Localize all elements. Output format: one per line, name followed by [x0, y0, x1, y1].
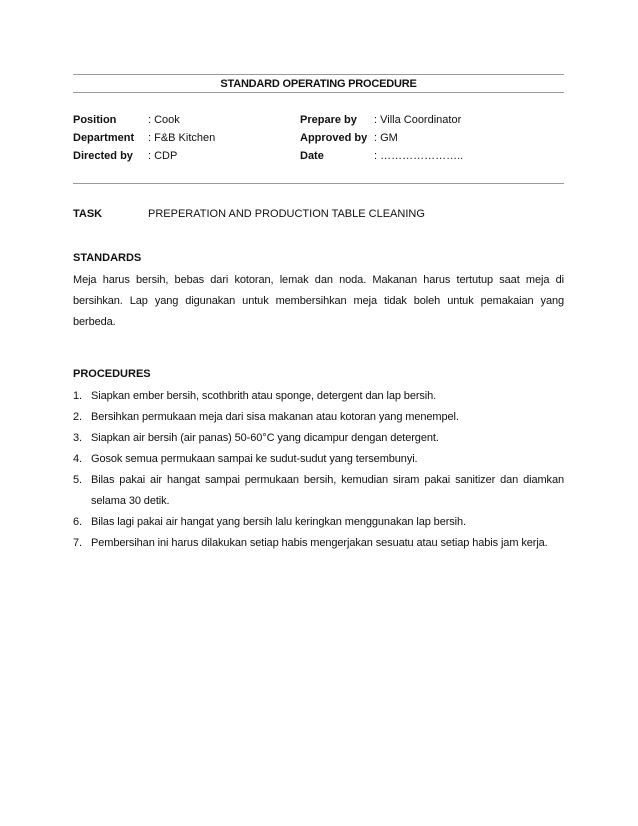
prepare-by-label: Prepare by: [300, 114, 357, 126]
list-item-text: Siapkan air bersih (air panas) 50-60°C yang dicampur dengan detergent.: [91, 432, 439, 444]
list-item-number: 2.: [73, 411, 82, 423]
list-item-text: Siapkan ember bersih, scothbrith atau sponge, detergent dan lap bersih.: [91, 390, 437, 402]
directed-by-label: Directed by: [73, 150, 133, 162]
position-label: Position: [73, 114, 117, 126]
directed-by-value: : CDP: [148, 150, 178, 162]
list-item-text: Gosok semua permukaan sampai ke sudut-sudut yang tersembunyi.: [91, 453, 418, 465]
procedures-list: [73, 386, 564, 554]
list-item-number: 5.: [73, 474, 82, 486]
document-title: STANDARD OPERATING PROCEDURE: [220, 78, 417, 90]
department-value: : F&B Kitchen: [148, 132, 216, 144]
meta-row: [0, 130, 638, 146]
meta-row: [0, 112, 638, 128]
date-label: Date: [300, 150, 324, 162]
department-label: Department: [73, 132, 135, 144]
task-label: TASK: [73, 208, 103, 220]
standards-heading: STANDARDS: [73, 252, 142, 264]
position-value: : Cook: [148, 114, 180, 126]
list-item-text: Pembersihan ini harus dilakukan setiap habis mengerjakan sesuatu atau setiap habis jam kerja.: [91, 537, 548, 549]
list-item-number: 1.: [73, 390, 82, 402]
title-rule: [73, 92, 564, 93]
approved-by-value: : GM: [374, 132, 398, 144]
task-value: PREPERATION AND PRODUCTION TABLE CLEANING: [148, 208, 425, 220]
list-item-text: Bersihkan permukaan meja dari sisa makanan atau kotoran yang menempel.: [91, 411, 459, 423]
date-value: : …………………..: [374, 150, 464, 162]
list-item: [73, 386, 564, 407]
list-item-number: 7.: [73, 537, 82, 549]
standards-text: Meja harus bersih, bebas dari kotoran, lemak dan noda. Makanan harus tertutup saat meja di bersihkan. Lap yang digunakan untuk membersihkan meja tidak boleh untuk pemakaian yang berbeda.: [73, 274, 564, 328]
prepare-by-value: : Villa Coordinator: [374, 114, 462, 126]
meta-rule: [73, 183, 564, 184]
procedures-heading: PROCEDURES: [73, 368, 151, 380]
list-item-text: Bilas pakai air hangat sampai permukaan bersih, kemudian siram pakai sanitizer dan diamkan selama 30 detik.: [91, 474, 564, 507]
list-item: [73, 470, 564, 512]
top-rule: [73, 74, 564, 75]
list-item: [73, 428, 564, 449]
list-item: [73, 449, 564, 470]
list-item: [73, 407, 564, 428]
list-item: [73, 533, 564, 554]
list-item: [73, 512, 564, 533]
list-item-number: 4.: [73, 453, 82, 465]
meta-row: [0, 148, 638, 164]
list-item-number: 6.: [73, 516, 82, 528]
list-item-number: 3.: [73, 432, 82, 444]
list-item-text: Bilas lagi pakai air hangat yang bersih lalu keringkan menggunakan lap bersih.: [91, 516, 466, 528]
approved-by-label: Approved by: [300, 132, 368, 144]
